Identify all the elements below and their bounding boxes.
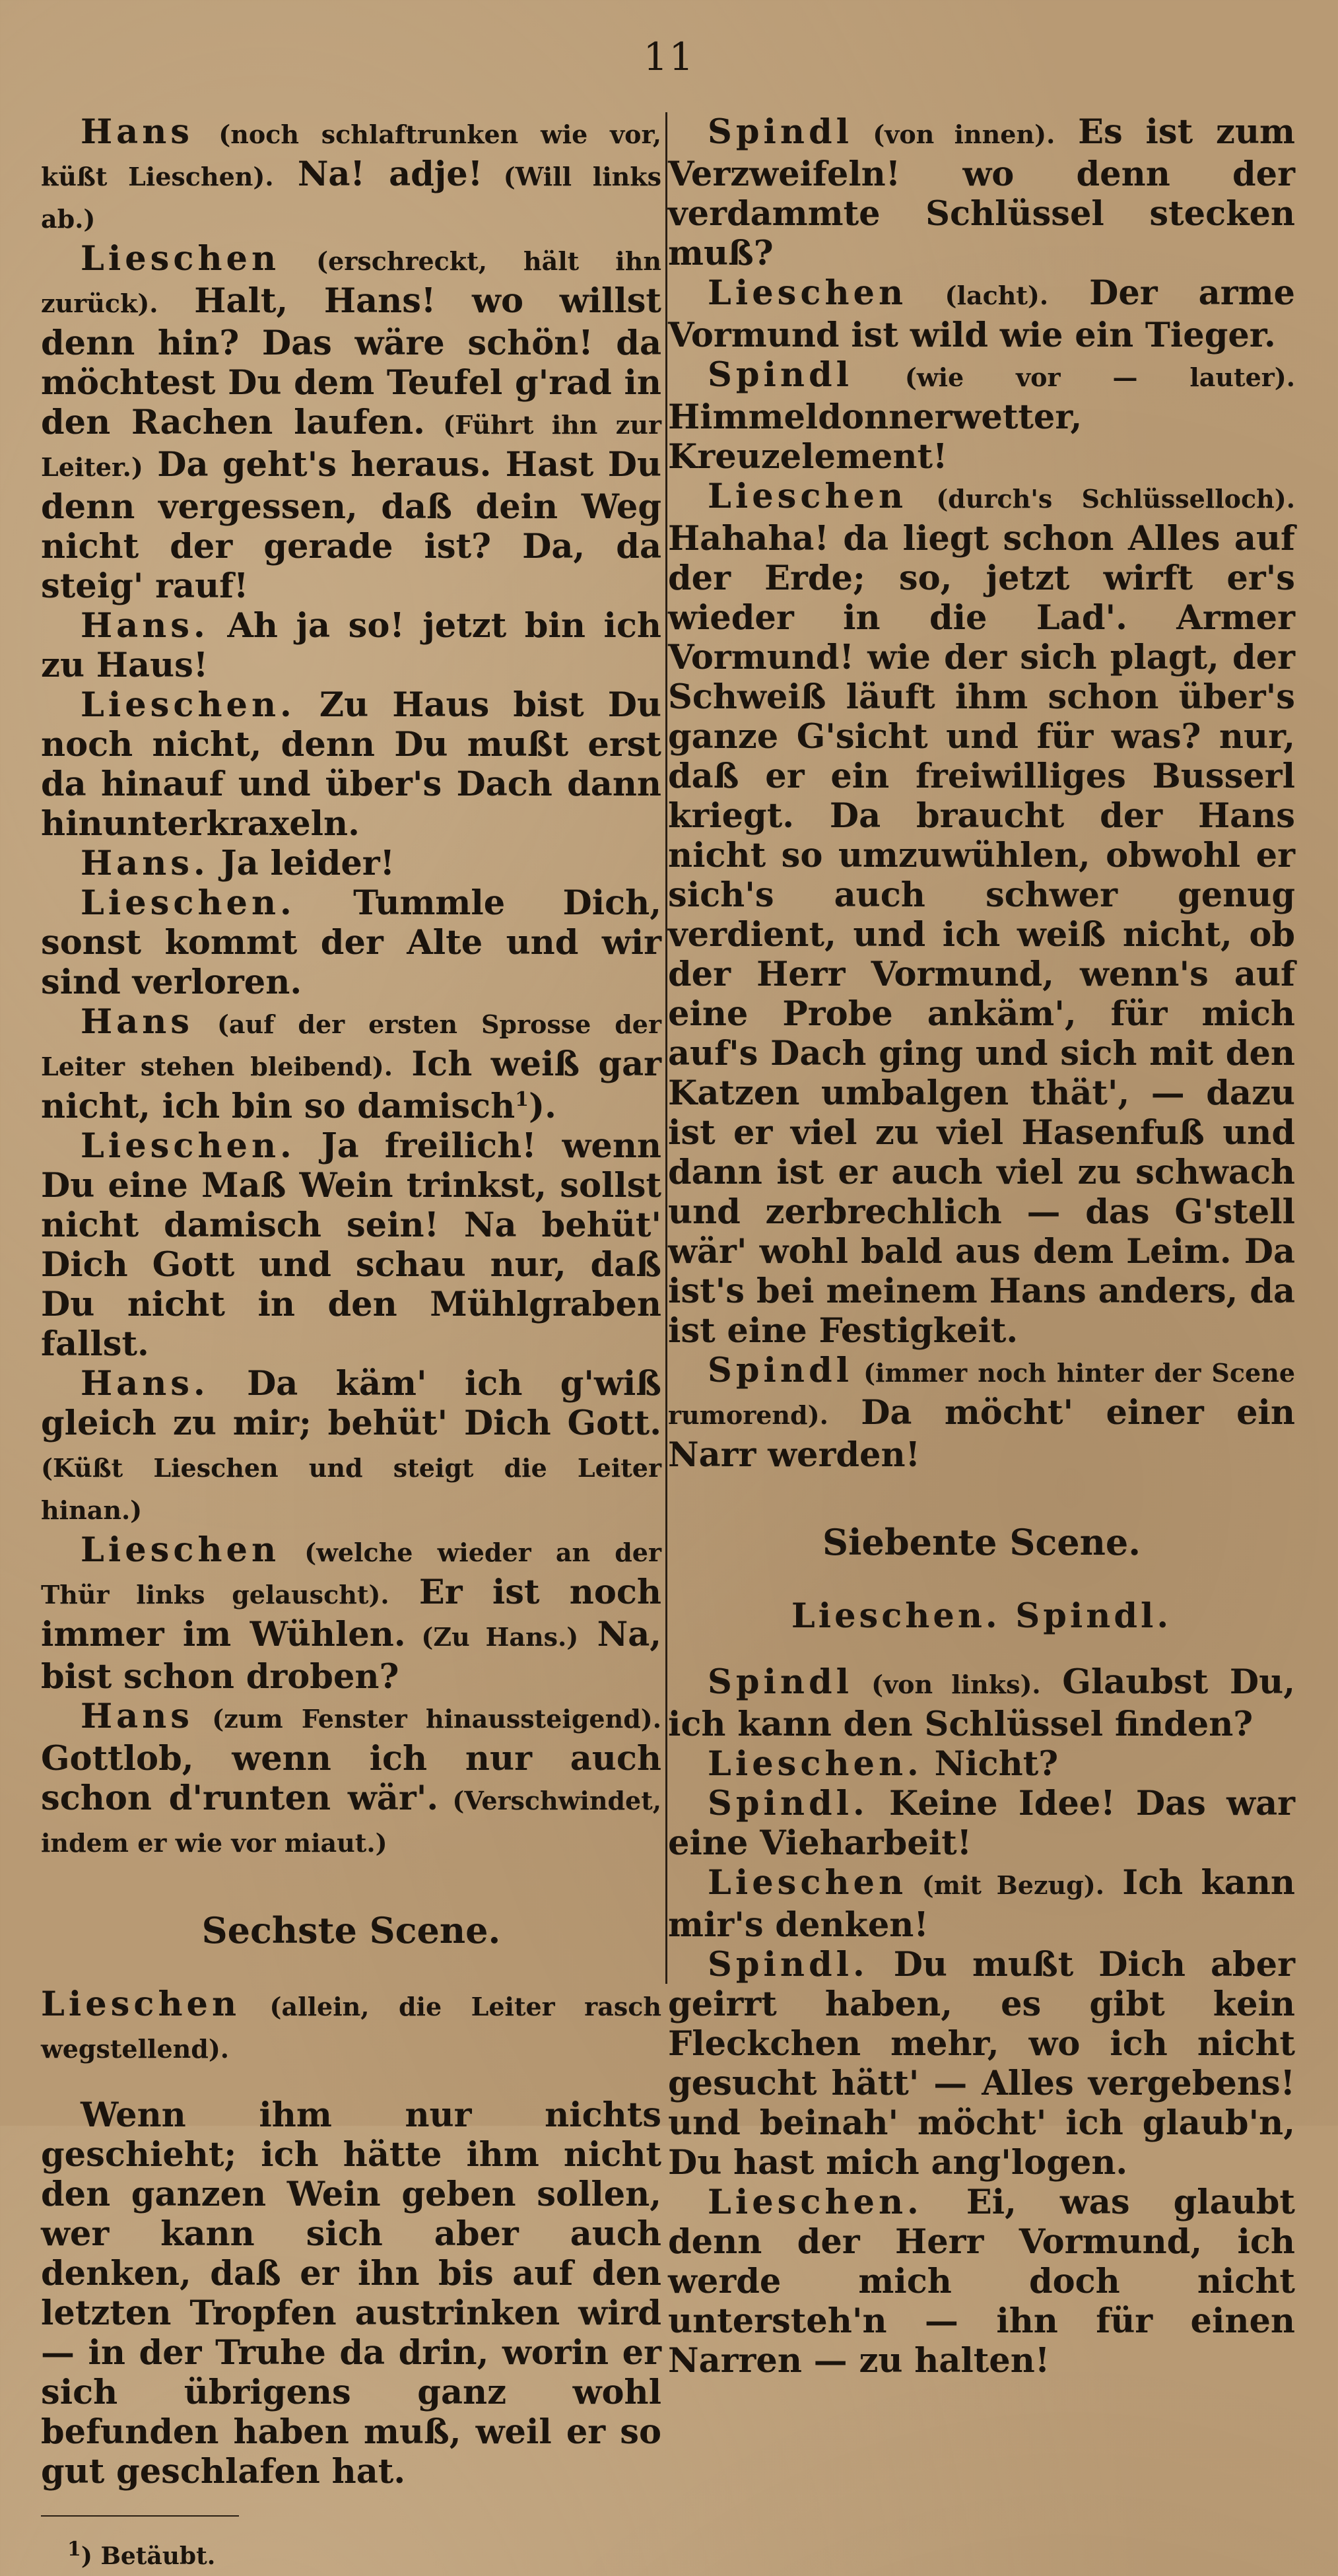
speaker: Lieschen. <box>708 2183 923 2222</box>
scene-title-sixth: Sechste Scene. <box>201 1909 501 1951</box>
speech-lieschen-1 <box>41 239 661 606</box>
stage-direction: (von links). <box>852 1670 1041 1699</box>
speaker: Spindl <box>708 1662 853 1702</box>
dialogue: Himmeldonnerwetter, Kreuzelement! <box>668 397 1083 477</box>
stage-direction: (erschreckt, hält ihn zurück). <box>41 246 661 318</box>
scene-title-seventh: Siebente Scene. <box>822 1521 1141 1563</box>
speaker: Lieschen <box>708 273 908 313</box>
dialogue: Ich kann mir's denken! <box>668 1863 1295 1945</box>
speech-spindl-4 <box>668 1662 1295 1744</box>
dialogue: Halt, Hans! wo willst denn hin? Das wäre schön! da möchtest Du dem Teufel g'rad in den Rachen laufen. <box>41 281 661 442</box>
stage-direction: (noch schlaftrunken wie vor, küßt Lieschen). <box>41 119 661 191</box>
speech-spindl-5 <box>668 1784 1295 1863</box>
dialogue: Na! adje! <box>273 154 483 194</box>
dialogue: Da möcht' einer ein Narr werden! <box>668 1393 1295 1475</box>
footnote-text: ) Betäubt. <box>81 2542 216 2570</box>
speech-lieschen-8 <box>668 1744 1295 1784</box>
speech-lieschen-4 <box>41 1126 661 1364</box>
speech-spindl-6 <box>668 1945 1295 2183</box>
speaker: Lieschen. <box>81 685 296 725</box>
speaker: Lieschen. <box>708 1744 923 1784</box>
speech-spindl-3 <box>668 1351 1295 1475</box>
speaker: Lieschen <box>41 1984 241 2024</box>
stage-direction: (durch's Schlüsselloch). <box>907 484 1295 514</box>
speech-hans-6 <box>41 1697 661 1863</box>
speech-lieschen-2 <box>41 685 661 844</box>
monologue-lieschen: Wenn ihm nur nichts geschieht; ich hätte ihm nicht den ganzen Wein geben sollen, wer kann sich aber auch denken, daß er ihn bis auf den letzten Tropfen austrinken wird — in der Truhe da drin, worin er sich übrigens ganz wohl befunden haben muß, weil er so gut geschlafen hat. <box>41 2095 661 2491</box>
dialogue: Ah ja so! jetzt bin ich zu Haus! <box>41 606 661 685</box>
stage-direction: (Zu Hans.) <box>405 1622 579 1652</box>
dialogue: Nicht? <box>922 1744 1059 1784</box>
speaker: Lieschen <box>81 239 281 279</box>
stage-direction: (allein, die Leiter rasch wegstellend). <box>41 1992 661 2064</box>
dialogue: Du mußt Dich aber geirrt haben, es gibt kein Fleckchen mehr, wo ich nicht gesucht hätt' — Alles vergebens! und beinah' möcht' ich glaub'n, Du hast mich ang'logen. <box>668 1945 1295 2183</box>
speaker: Lieschen. <box>81 1126 296 1166</box>
footnote-mark: 1 <box>67 2538 81 2561</box>
dialogue: Da käm' ich g'wiß gleich zu mir; behüt' Dich Gott. <box>41 1364 661 1443</box>
speech-hans-3 <box>41 844 661 883</box>
stage-direction: (von innen). <box>852 119 1055 149</box>
dialogue: Zu Haus bist Du noch nicht, denn Du mußt erst da hinauf und über's Dach dann hinunterkraxeln. <box>41 685 661 844</box>
speaker: Lieschen <box>708 477 908 516</box>
scene-persons: Lieschen. Spindl. <box>791 1596 1172 1636</box>
footnote <box>41 2536 661 2576</box>
dialogue: Ich weiß gar nicht, ich bin so damisch <box>41 1044 661 1126</box>
speaker: Hans. <box>81 1364 209 1404</box>
speech-hans-2 <box>41 606 661 685</box>
stage-direction: (immer noch hinter der Scene rumorend). <box>668 1358 1295 1430</box>
speech-spindl-1 <box>668 112 1295 273</box>
speaker: Hans <box>81 1697 194 1736</box>
speech-lieschen-7 <box>668 477 1295 1351</box>
speech-hans-5 <box>41 1364 661 1530</box>
speech-lieschen-3 <box>41 883 661 1002</box>
speaker: Spindl <box>708 112 853 152</box>
stage-direction: (zum Fenster hinaussteigend). <box>193 1704 661 1734</box>
stage-direction: (auf der ersten Sprosse der Leiter stehen bleibend). <box>41 1009 661 1081</box>
dialogue: Der arme Vormund ist wild wie ein Tieger. <box>668 273 1295 355</box>
speech-spindl-2 <box>668 355 1295 477</box>
column-divider <box>665 112 667 1984</box>
dialogue: Er ist noch immer im Wühlen. <box>41 1573 662 1654</box>
speaker: Spindl <box>708 1351 853 1390</box>
footnote-reference: 1 <box>515 1088 529 1111</box>
speech-lieschen-10 <box>668 2183 1295 2381</box>
stage-direction: (Will links ab.) <box>41 162 661 234</box>
dialogue: Es ist zum Verzweifeln! wo denn der verdammte Schlüssel stecken muß? <box>668 112 1295 273</box>
stage-direction: (wie vor — lauter). <box>852 362 1295 392</box>
stage-direction: (Verschwindet, indem er wie vor miaut.) <box>41 1786 661 1858</box>
dialogue: Ja leider! <box>209 844 395 883</box>
stage-direction: (lacht). <box>907 281 1049 310</box>
dialogue: Ei, was glaubt denn der Herr Vormund, ich werde mich doch nicht untersteh'n — ihn für einen Narren — zu halten! <box>668 2183 1295 2381</box>
stage-direction: (Küßt Lieschen und steigt die Leiter hinan.) <box>41 1453 661 1525</box>
footnote-rule <box>41 2515 239 2517</box>
dialogue: Da geht's heraus. Hast Du denn vergessen, daß dein Weg nicht der gerade ist? Da, da steig' rauf! <box>41 445 661 606</box>
speech-lieschen-9 <box>668 1863 1295 1945</box>
dialogue: Gottlob, wenn ich nur auch schon d'runten wär'. <box>41 1739 661 1818</box>
speaker: Hans. <box>81 606 209 646</box>
speaker: Lieschen. <box>81 883 296 923</box>
dialogue: Na, bist schon droben? <box>41 1615 661 1697</box>
scene-intro-lieschen <box>41 1984 661 2069</box>
dialogue: ). <box>529 1087 556 1126</box>
speech-lieschen-5 <box>41 1530 661 1697</box>
left-column <box>41 112 661 2576</box>
speech-lieschen-6 <box>668 273 1295 355</box>
speaker: Spindl. <box>708 1945 869 1984</box>
speaker: Lieschen <box>81 1530 281 1570</box>
speaker: Spindl <box>708 355 853 395</box>
speaker: Hans. <box>81 844 209 883</box>
stage-direction: (mit Bezug). <box>907 1870 1104 1900</box>
stage-direction: (Führt ihn zur Leiter.) <box>41 410 661 482</box>
speaker: Spindl. <box>708 1784 869 1823</box>
dialogue: Ja freilich! wenn Du eine Maß Wein trinkst, sollst nicht damisch sein! Na behüt' Dich Gott und schau nur, daß Du nicht in den Mühlgraben fallst. <box>41 1126 661 1364</box>
speaker: Hans <box>81 112 194 152</box>
right-column <box>668 112 1295 2381</box>
stage-direction: (welche wieder an der Thür links gelauscht). <box>41 1538 661 1610</box>
dialogue: Glaubst Du, ich kann den Schlüssel finden? <box>668 1662 1295 1744</box>
dialogue: Tummle Dich, sonst kommt der Alte und wir sind verloren. <box>41 883 661 1002</box>
speech-hans-1 <box>41 112 661 239</box>
dialogue: Hahaha! da liegt schon Alles auf der Erde; so, jetzt wirft er's wieder in die Lad'. Armer Vormund! wie der sich plagt, der Schweiß läuft ihm schon über's ganze G'sicht und für was? nur, daß er ein freiwilliges Busserl kriegt. Da braucht der Hans nicht so umzuwühlen, obwohl er sich's auch schwer genug verdient, und ich weiß nicht, ob der Herr Vormund, wenn's auf eine Probe ankäm', für mich auf's Dach ging und sich mit den Katzen umbalgen thät', — dazu ist er viel zu viel Hasenfuß und dann ist er auch viel zu schwach und zerbrechlich — das G'stell wär' wohl bald aus dem Leim. Da ist's bei meinem Hans anders, da ist eine Festigkeit. <box>668 519 1295 1351</box>
page-number: 11 <box>643 34 695 79</box>
speaker: Lieschen <box>708 1863 908 1903</box>
speaker: Hans <box>81 1002 194 1042</box>
dialogue: Keine Idee! Das war eine Vieharbeit! <box>668 1784 1295 1863</box>
speech-hans-4 <box>41 1002 661 1126</box>
